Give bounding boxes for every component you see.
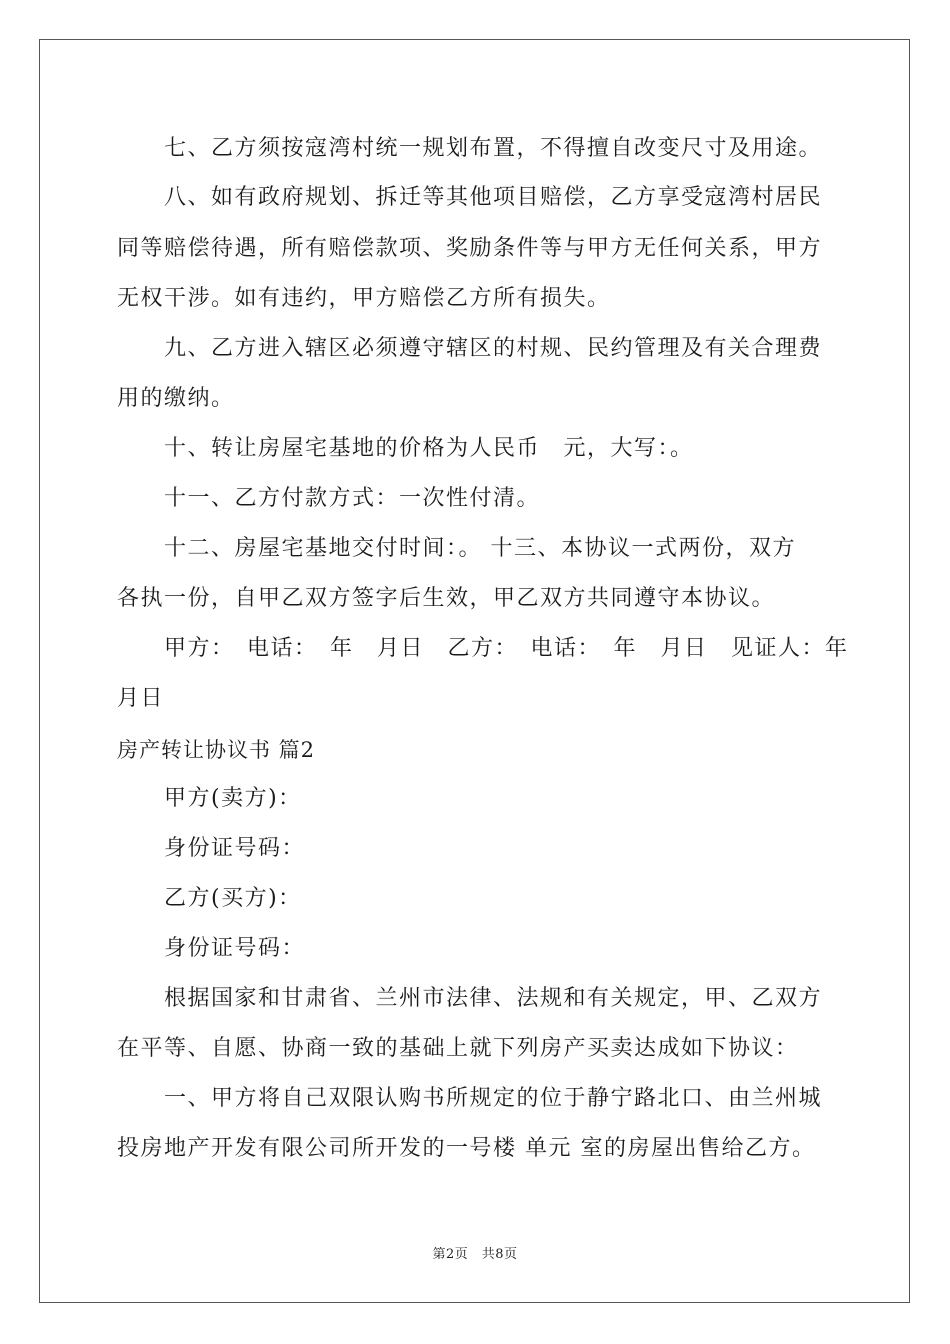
clause-8-line-2: 同等赔偿待遇，所有赔偿款项、奖励条件等与甲方无任何关系，甲方 xyxy=(117,236,823,261)
signature-line-1: 甲方： 电话： 年 月日 乙方： 电话： 年 月日 见证人：年 xyxy=(164,636,849,661)
party-a-id-number: 身份证号码： xyxy=(164,836,306,861)
preamble-line-1: 根据国家和甘肃省、兰州市法律、法规和有关规定，甲、乙双方 xyxy=(164,986,823,1011)
signature-line-2: 月日 xyxy=(117,686,165,711)
preamble-line-2: 在平等、自愿、协商一致的基础上就下列房产买卖达成如下协议： xyxy=(117,1036,799,1061)
article-1-line-2: 投房地产开发有限公司所开发的一号楼 单元 室的房屋出售给乙方。 xyxy=(117,1136,816,1161)
clause-12-line-1: 十二、房屋宅基地交付时间：。 十三、本协议一式两份，双方 xyxy=(164,536,796,561)
clause-7: 七、乙方须按寇湾村统一规划布置，不得擅自改变尺寸及用途。 xyxy=(164,136,823,161)
clause-8-line-1: 八、如有政府规划、拆迁等其他项目赔偿，乙方享受寇湾村居民 xyxy=(164,185,823,210)
clause-8-line-3: 无权干涉。如有违约，甲方赔偿乙方所有损失。 xyxy=(117,286,611,311)
article-1-line-1: 一、甲方将自己双限认购书所规定的位于静宁路北口、由兰州城 xyxy=(164,1086,823,1111)
clause-10: 十、转让房屋宅基地的价格为人民币 元，大写：。 xyxy=(164,436,694,461)
section-title: 房产转让协议书 篇2 xyxy=(117,738,316,762)
clause-9-line-1: 九、乙方进入辖区必须遵守辖区的村规、民约管理及有关合理费 xyxy=(164,336,823,361)
clause-11: 十一、乙方付款方式：一次性付清。 xyxy=(164,486,541,511)
clause-12-line-2: 各执一份，自甲乙双方签字后生效，甲乙双方共同遵守本协议。 xyxy=(117,586,776,611)
party-b-id-number: 身份证号码： xyxy=(164,936,306,961)
page-number-footer: 第2页 共8页 xyxy=(432,1247,518,1262)
party-a-seller: 甲方(卖方)： xyxy=(164,786,302,811)
party-b-buyer: 乙方(买方)： xyxy=(164,886,302,911)
clause-9-line-2: 用的缴纳。 xyxy=(117,386,235,411)
